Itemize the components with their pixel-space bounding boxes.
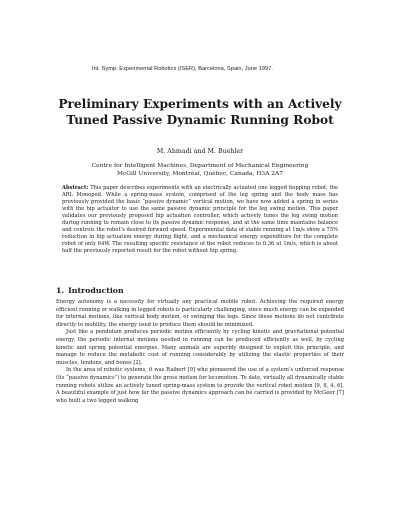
affiliation-line: McGill University, Montréal, Québec, Canada, H3A 2A7 (116, 171, 284, 178)
abstract-label: Abstract: (62, 185, 89, 191)
paper-title: Preliminary Experiments with an Actively Tuned Passive Dynamic Running Robot (58, 97, 342, 127)
affiliation (40, 162, 360, 179)
body-paragraph: In the area of robotic systems, it was Raibert [9] who pioneered the use of a system’s unforced response (its “passive dynamics”) to generate the gross motion for locomotion. To date, virtually all dynamically stable running robots utilize an actively tuned spring-mass system to provide the vertical robot motion [9, 8, 4, 6]. A beautiful example of just how far the passive dynamics approach can be carried is provided by McGeer [7] who built a two legged walking (56, 367, 344, 404)
body-paragraph: Just like a pendulum produces periodic motion efficiently by cycling kinetic and gravitational potential energy, the periodic internal motions needed in running can be produced efficiently as well, by cycling kinetic and spring potential energies. Many animals are superbly designed to exploit this principle, and manage to reduce the metabolic cost of running considerably by utilizing the elastic properties of their muscles, tendons, and bones [2]. (56, 329, 344, 366)
paper-authors: M. Ahmadi and M. Buehler (156, 148, 244, 155)
abstract (62, 185, 338, 255)
abstract-text: This paper describes experiments with an electrically actuated one legged hopping robot, the ARL Monopod. While a spring-mass system, comprised of the leg spring and the body mass has previously provided the basic “passive dynamic” vertical motion, we have now added a spring in series with the hip actuator to use the same passive dynamic principle for the leg swing motion. This paper validates our previously proposed hip actuation controller, which actively tunes the leg swing motion during running to remain close to its passive dynamic response, and at the same time maintains balance and controls the robot’s desired forward speed. Experimental data of stable running at 1m/s show a 75% reduction in hip actuation energy during flight, and a mechanical energy expenditure for the complete robot of only 64W. The resulting specific resistance of the robot reduces to 0.36 at 1m/s, which is about half the previously reported result for the robot without hip spring. (62, 185, 338, 255)
body-text (56, 299, 344, 405)
body-paragraph: Energy autonomy is a necessity for virtually any practical mobile robot. Achieving the required energy efficient running or walking in legged robots is particularly challenging, since much energy can be expended for internal motions, like vertical body motion, or swinging the legs. Since these motions do not contribute directly to mobility, the energy used to produce them should be minimized. (56, 299, 344, 328)
section-number: 1. (56, 286, 65, 295)
venue-header: Int. Symp. Experimental Robotics (ISER), Barcelona, Spain, June 1997. (92, 66, 273, 72)
section-heading (56, 286, 124, 295)
section-title: Introduction (68, 286, 124, 295)
affiliation-line: Centre for Intelligent Machines, Department of Mechanical Engineering (91, 163, 309, 169)
